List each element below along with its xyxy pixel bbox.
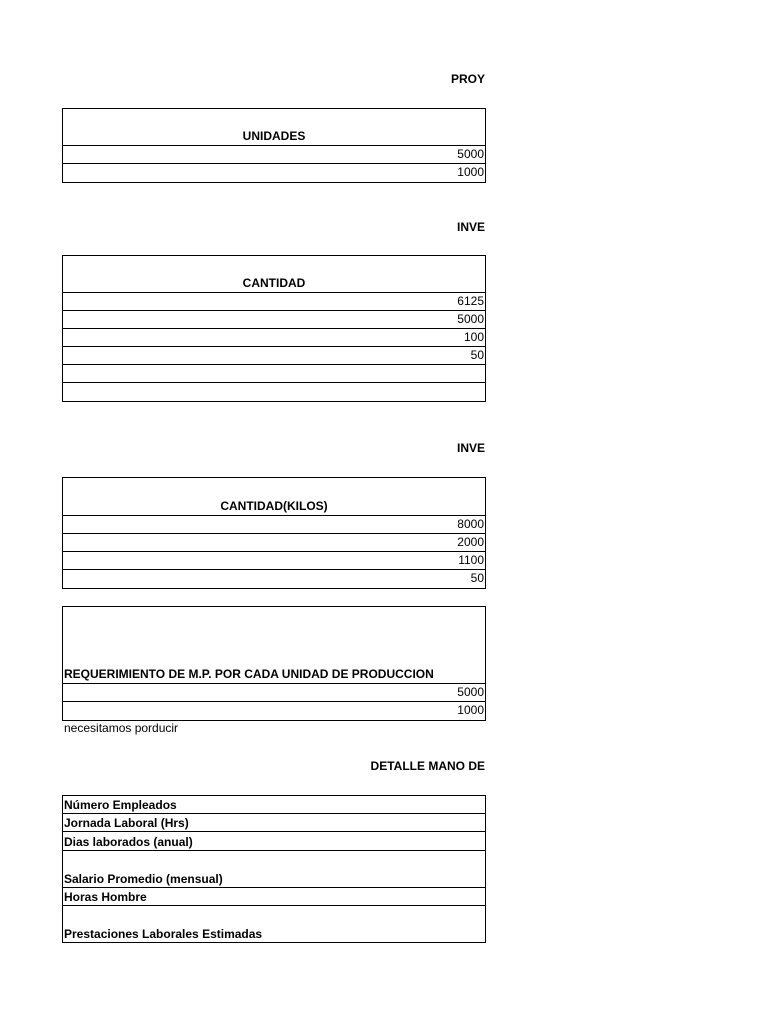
table-row[interactable]: Prestaciones Laborales Estimadas (64, 927, 263, 941)
table-row[interactable] (63, 365, 485, 383)
table-row[interactable]: 1000 (457, 703, 484, 717)
table-row[interactable]: 5000 (63, 684, 485, 702)
table-row[interactable]: 5000 (63, 311, 485, 329)
table-row[interactable]: 50 (470, 571, 484, 585)
table-row[interactable]: 2000 (63, 534, 485, 552)
table-row[interactable] (63, 383, 485, 401)
section-title-inventario-2: INVE (456, 441, 485, 455)
table-row[interactable]: Dias laborados (anual) (63, 832, 485, 851)
table-row[interactable]: 6125 (63, 293, 485, 311)
table-row[interactable]: 1100 (63, 552, 485, 570)
note-text: necesitamos porducir (64, 721, 179, 735)
header-requerimiento: REQUERIMIENTO DE M.P. POR CADA UNIDAD DE PRODUCCION (63, 607, 485, 684)
section-title-proyeccion: PROY (450, 72, 485, 86)
table-cantidad-kilos (62, 477, 486, 589)
section-title-mano-obra: DETALLE MANO DE (370, 759, 485, 773)
header-unidades: UNIDADES (63, 109, 485, 146)
table-row[interactable]: Jornada Laboral (Hrs) (63, 814, 485, 832)
header-cantidad: CANTIDAD (63, 256, 485, 293)
table-row[interactable]: Horas Hombre (63, 888, 485, 906)
table-mano-obra (62, 795, 486, 943)
table-row[interactable]: 50 (63, 347, 485, 365)
table-row[interactable]: 100 (63, 329, 485, 347)
header-cantidad-kilos: CANTIDAD(KILOS) (63, 478, 485, 516)
table-requerimiento (62, 606, 486, 721)
table-cantidad (62, 255, 486, 402)
table-row[interactable]: Salario Promedio (mensual) (63, 851, 485, 888)
table-row[interactable]: 8000 (63, 516, 485, 534)
section-title-inventario-1: INVE (456, 220, 485, 234)
table-row[interactable]: 1000 (457, 165, 484, 179)
table-unidades (62, 108, 486, 183)
table-row[interactable]: 5000 (63, 146, 485, 164)
table-row[interactable]: Número Empleados (63, 796, 485, 814)
